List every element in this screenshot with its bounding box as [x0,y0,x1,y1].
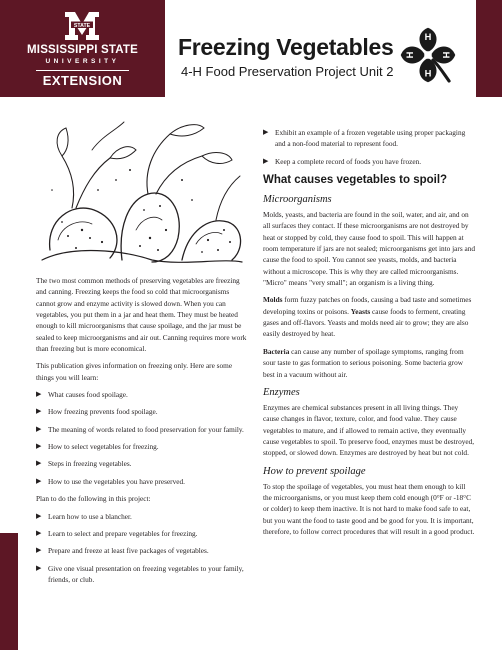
list-item: ▶ Learn how to use a blancher. [36,511,132,521]
list-item: ▶ Keep a complete record of foods you have frozen. [263,156,422,166]
list-item: ▶ Learn to select and prepare vegetables for freezing. [36,528,198,538]
plan-intro: Plan to do the following in this project: [36,494,151,504]
list-item: ▶ Give one visual presentation on freezing vegetables to your family, friends, or club. [36,563,244,584]
svg-text:STATE: STATE [73,22,91,29]
svg-text:H: H [424,32,432,43]
bullet-triangle-icon: ▶ [36,424,42,433]
vegetables-illustration [32,110,248,268]
prevent-spoilage-heading: How to prevent spoilage [263,465,366,477]
bullet-triangle-icon: ▶ [36,563,42,572]
bullet-triangle-icon: ▶ [36,528,42,537]
yeasts-term: Yeasts [350,306,371,316]
bullet-triangle-icon: ▶ [263,156,269,165]
bullet-triangle-icon: ▶ [36,511,42,520]
msu-m-logo-icon [64,10,100,42]
list-item: ▶ How to use the vegetables you have preserved. [36,476,185,486]
list-item: ▶ How to select vegetables for freezing. [36,442,159,452]
list-item: ▶ The meaning of words related to food preservation for your family. [36,424,244,434]
right-column [263,127,476,543]
prevent-spoilage-paragraph: To stop the spoilage of vegetables, you must heat them enough to kill the microorganisms, or you must keep them cold enough (0°F or -18°C or colder) to keep them inactive. It is not hard to make food safe to eat, but you want the food to taste good and be good for you. It is important, therefore, to follow correct procedures that will result in a good product. [263,481,475,536]
task-list-continued [263,127,476,167]
learn-list [36,389,248,487]
intro-paragraph: The two most common methods of preserving vegetables are freezing and canning. Freezing keeps the food so cold that microorganisms cannot grow and enzyme activity is slowed down. When you can vegetables, you put them in a jar and heat them. They must be heated enough to kill microorganisms that cause spoilage, and the jar must be sealed to keep microorganisms and air out. Canning requires more work than freezing but is more economical. [36,276,247,354]
bacteria-term: Bacteria [263,346,290,356]
svg-text:H: H [405,51,416,59]
logo-mississippi-state: MISSISSIPPI STATE [27,44,138,56]
bullet-triangle-icon: ▶ [36,407,42,416]
learn-intro: This publication gives information on freezing only. Here are some things you will learn: [36,361,233,382]
enzymes-paragraph: Enzymes are chemical substances present in all living things. They cause changes in flavor, texture, color, and food value. They cause vegetables to mature, and if allowed to remain active, they eventually cause vegetables to spoil. To preserve food, enzymes must be destroyed, stopped, or slowed down. Enzymes are destroyed by heat but not cold. [263,402,475,458]
bacteria-paragraph: Bacteria can cause any number of spoilage symptoms, ranging from sour taste to gas formation to serious poisoning. Some bacteria grow best in a vacuum without air. [263,346,464,379]
molds-term: Molds [263,295,283,305]
svg-text:H: H [440,51,451,59]
list-item: ▶ Exhibit an example of a frozen vegetable using proper packaging and a non-food material to represent food. [263,128,466,149]
bullet-triangle-icon: ▶ [36,459,42,468]
microorganisms-heading: Microorganisms [263,194,332,206]
task-list [36,511,248,586]
list-item: ▶ Prepare and freeze at least five packages of vegetables. [36,546,209,556]
logo-extension: EXTENSION [42,73,123,88]
microorganisms-paragraph: Molds, yeasts, and bacteria are found in the soil, water, and air, and on all surfaces they contact. If these microorganisms are not destroyed by heat or stopped by cold, they cause food to spoil. This will happen at room temperature if jars are not sealed; microorganisms get into jars and cause the food to spoil. You cannot see yeasts, molds, and bacteria without a microscope. This is why they are called microorganisms. "Micro" means "very small"; an organism is a living thing. [263,210,476,288]
footer-accent-strip [0,533,18,650]
left-column [36,275,248,591]
bullet-triangle-icon: ▶ [36,476,42,485]
bullet-triangle-icon: ▶ [36,390,42,399]
header-accent-strip [476,0,502,97]
enzymes-heading: Enzymes [263,386,300,398]
logo-divider [36,70,129,71]
list-item: ▶ What causes food spoilage. [36,390,128,400]
list-item: ▶ How freezing prevents food spoilage. [36,407,158,417]
molds-paragraph: Molds form fuzzy patches on foods, causing a bad taste and sometimes developing toxins or poisons. Yeasts cause foods to ferment, creating gases and off-flavors. Yeasts and molds need air to grow; they are also easily destroyed by heat. [263,295,472,339]
4h-clover-icon [397,24,459,86]
svg-text:H: H [424,67,432,78]
bullet-triangle-icon: ▶ [36,546,42,555]
bullet-triangle-icon: ▶ [263,128,269,136]
extension-logo [0,0,165,97]
page-title: Freezing Vegetables [178,34,394,60]
bullet-triangle-icon: ▶ [36,442,42,451]
list-item: ▶ Steps in freezing vegetables. [36,459,132,469]
logo-university: UNIVERSITY [45,58,120,65]
page-subtitle: 4-H Food Preservation Project Unit 2 [181,64,394,79]
spoil-heading: What causes vegetables to spoil? [263,174,448,187]
